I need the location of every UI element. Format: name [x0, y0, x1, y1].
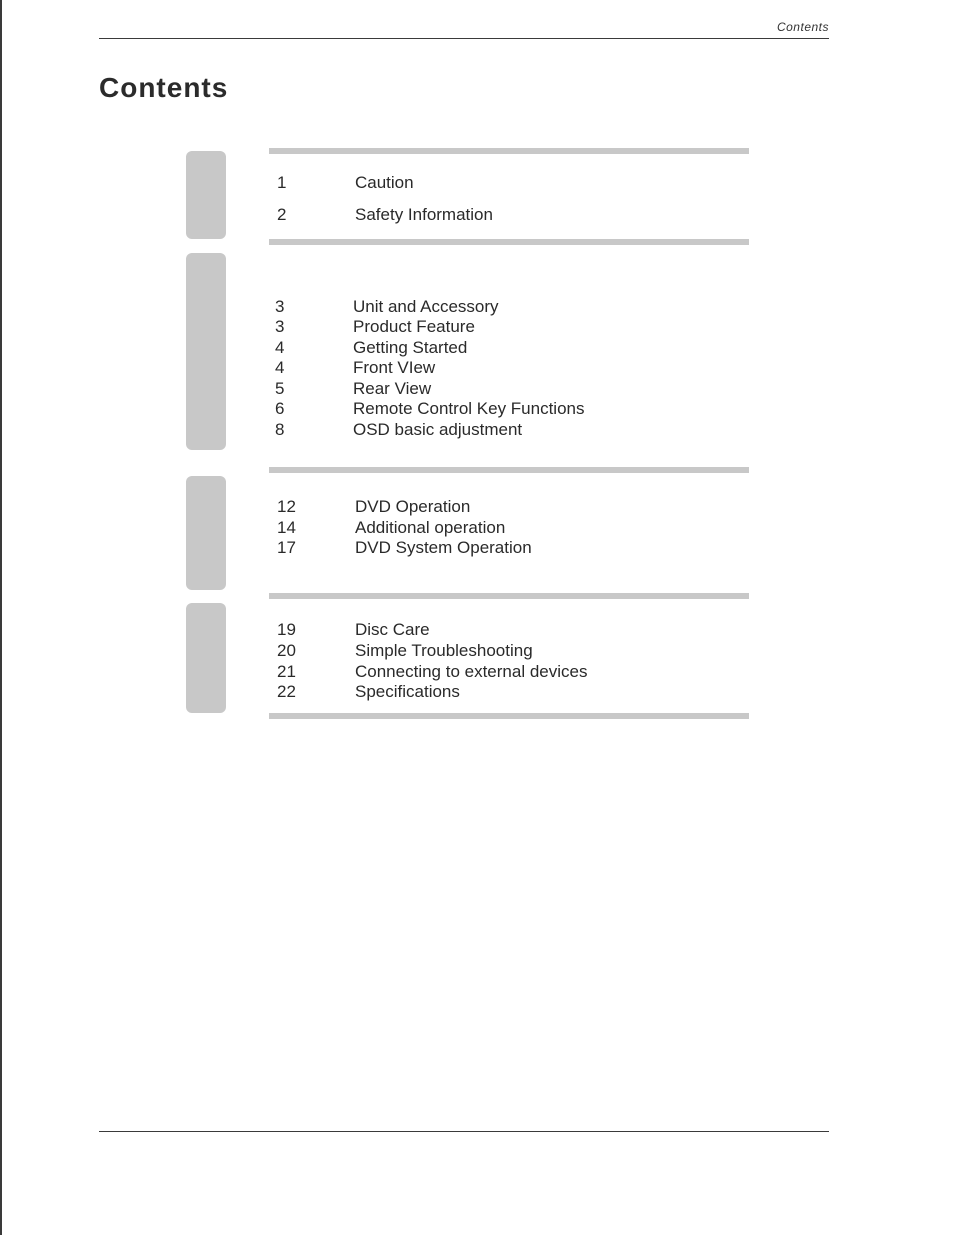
section-bar: [269, 467, 749, 473]
toc-page-number: 2: [277, 205, 287, 224]
toc-entry-title: OSD basic adjustment: [353, 420, 523, 439]
toc-entry-title: Simple Troubleshooting: [355, 641, 533, 660]
toc-page-number: 21: [277, 662, 296, 681]
toc-entry-title: Front VIew: [353, 358, 436, 377]
section-tab-3: [186, 476, 226, 590]
toc-page-number: 3: [275, 297, 285, 316]
toc-page-number: 3: [275, 317, 285, 336]
section-tab-4: [186, 603, 226, 713]
toc-entry-title: Unit and Accessory: [353, 297, 499, 316]
toc-page-number: 22: [277, 682, 296, 701]
toc-entry-title: Product Feature: [353, 317, 475, 336]
section-bar: [269, 239, 749, 245]
header-rule: [99, 38, 829, 39]
toc-page-number: 19: [277, 620, 296, 639]
page-left-edge: [0, 0, 2, 1235]
toc-page-number: 8: [275, 420, 285, 439]
toc-page-number: 1: [277, 173, 287, 192]
toc-entry-title: Disc Care: [355, 620, 430, 639]
section-tab-2: [186, 253, 226, 450]
toc-entry-title: Rear View: [353, 379, 432, 398]
toc-entry-title: DVD Operation: [355, 497, 471, 516]
toc-page-number: 4: [275, 358, 285, 377]
toc-page-number: 17: [277, 538, 296, 557]
section-bar: [269, 148, 749, 154]
toc-entry-title: Safety Information: [355, 205, 493, 224]
toc-page-number: 6: [275, 399, 285, 418]
section-bar: [269, 713, 749, 719]
toc-page-number: 5: [275, 379, 285, 398]
toc-page-number: 4: [275, 338, 285, 357]
page-title: Contents: [99, 72, 229, 103]
toc-page-number: 12: [277, 497, 296, 516]
toc-entry-title: DVD System Operation: [355, 538, 532, 557]
toc-page-number: 20: [277, 641, 296, 660]
running-header: Contents: [776, 20, 829, 34]
toc-entry-title: Remote Control Key Functions: [353, 399, 585, 418]
toc-entry-title: Caution: [355, 173, 414, 192]
toc-entry-title: Additional operation: [355, 518, 506, 537]
toc-entry-title: Connecting to external devices: [355, 662, 588, 681]
toc-entry-title: Specifications: [355, 682, 460, 701]
toc-entry-title: Getting Started: [353, 338, 468, 357]
section-bar: [269, 593, 749, 599]
section-tab-1: [186, 151, 226, 239]
footer-rule: [99, 1131, 829, 1132]
toc-page-number: 14: [277, 518, 296, 537]
